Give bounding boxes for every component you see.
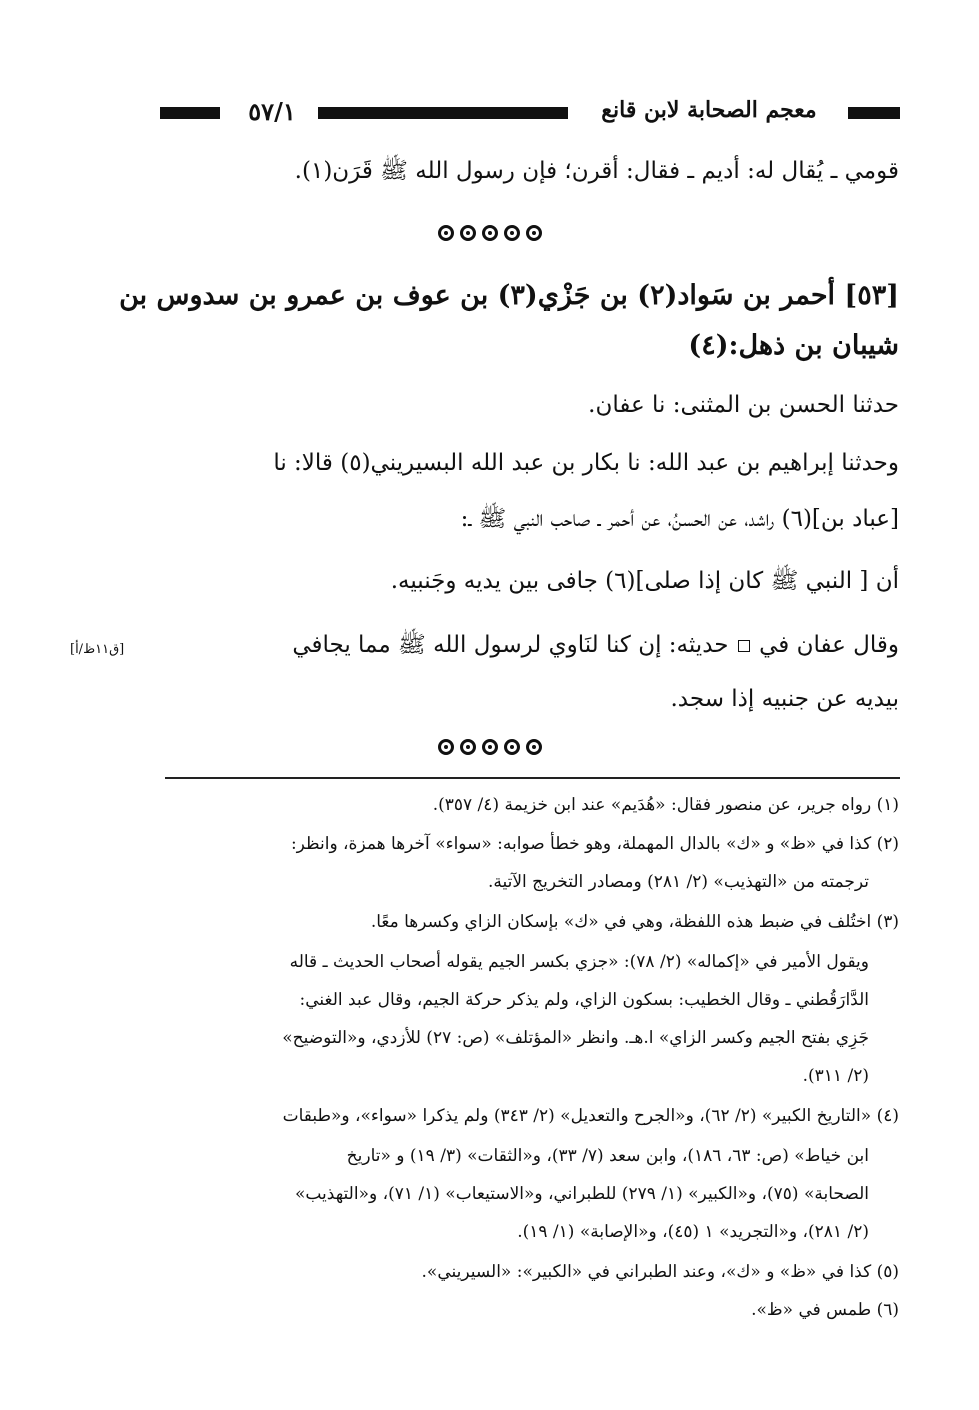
footnote-line: (١) رواه جرير، عن منصور فقال: «هُدَيم» عند ابن خزيمة (٤/ ٣٥٧). — [432, 795, 899, 815]
footnote-line: (٦) طمس في «ظ». — [751, 1300, 899, 1320]
footnote-line: ابن خياط» (ص: ٦٣، ١٨٦)، وابن سعد (٧/ ٣٣)، و«الثقات» (٣/ ١٩) و «تاريخ — [346, 1146, 869, 1166]
body-line — [292, 630, 899, 664]
header-rule — [160, 107, 220, 119]
footnote-line: (٣) اختُلف في ضبط هذه اللفظة، وهي في «ك» بإسكان الزاي وكسرها معًا. — [370, 912, 899, 932]
body-line: بيديه عن جنبيه إذا سجد. — [670, 686, 899, 712]
footnote-line: (٢/ ٣١١). — [802, 1066, 869, 1086]
body-line: قومي ـ يُقال له: أديم ـ فقال: أقرن؛ فإن رسول الله ﷺ قَرَن(١). — [294, 158, 899, 184]
footnote-line: (٥) كذا في «ظ» و «ك»، وعند الطبراني في «الكبير»: «السيريني». — [421, 1262, 899, 1282]
footnote-line: (٢) كذا في «ظ» و «ك» بالدال المهملة، وهو خطأ صوابه: «سواء» آخرها همزة، وانظر: — [290, 834, 899, 854]
footnote-line: الدَّارَقُطني ـ وقال الخطيب: بسكون الزاي، ولم يذكر حركة الجيم، وقال عبد الغني: — [299, 990, 869, 1010]
book-title: معجم الصحابة لابن قانع — [601, 97, 817, 123]
section-separator — [0, 222, 979, 247]
header-rule — [318, 107, 568, 119]
margin-reference: [ق١١ظ/أ] — [70, 642, 125, 657]
footnote-line: ترجمته من «التهذيب» (٢/ ٢٨١) ومصادر التخريج الآتية. — [487, 872, 869, 892]
body-text: حديثه: إن كنا لنَاوي لرسول الله ﷺ مما يجافي — [292, 632, 729, 658]
entry-heading: شيبان بن ذهل:(٤) — [688, 330, 899, 361]
footnote-line: (٤) «التاريخ الكبير» (٢/ ٦٢)، و«الجرح والتعديل» (٢/ ٣٤٣) ولم يذكرا «سواء»، و«طبقات — [282, 1106, 899, 1126]
footnote-line: ويقول الأمير في «إكماله» (٢/ ٧٨): «جزي بكسر الجيم يقوله أصحاب الحديث ـ قاله — [289, 952, 869, 972]
footnote-line: (٢/ ٢٨١)، و«التجريد» ١ (٤٥)، و«الإصابة» (١/ ١٩). — [517, 1222, 869, 1242]
entry-heading: [٥٣] أحمر بن سَواد(٢) بن جَزْي(٣) بن عوف بن عمرو بن سدوس بن — [119, 280, 899, 311]
body-text: وقال عفان في — [759, 632, 899, 658]
body-line: وحدثنا إبراهيم بن عبد الله: نا بكار بن عبد الله البسيريني(٥) قالا: نا — [273, 450, 899, 476]
footnote-line: الصحابة» (٧٥)، و«الكبير» (١/ ٢٧٩) للطبراني، و«الاستيعاب» (١/ ٧١)، و«التهذيب» — [294, 1184, 869, 1204]
body-line: حدثنا الحسن بن المثنى: نا عفان. — [588, 392, 899, 418]
body-line: أن [ النبي ﷺ كان إذا صلى](٦) جافى بين يديه وجَنبيه. — [390, 568, 899, 594]
body-line: [عباد بن](٦) راشد، عن الحسنُ، عن أحمر ـ صاحب النبي ﷺ ـ: — [460, 506, 899, 532]
header-rule — [848, 107, 900, 119]
page-header — [160, 95, 900, 131]
section-separator — [0, 736, 979, 761]
manuscript-marker-icon — [738, 640, 750, 652]
footnote-rule — [165, 777, 900, 779]
page-number: ٥٧/١ — [248, 97, 296, 126]
footnote-line: جَزِي بفتح الجيم وكسر الزاي» ا.هـ. وانظر «المؤتلف» (ص: ٢٧) للأزدي، و«التوضيح» — [282, 1028, 869, 1048]
